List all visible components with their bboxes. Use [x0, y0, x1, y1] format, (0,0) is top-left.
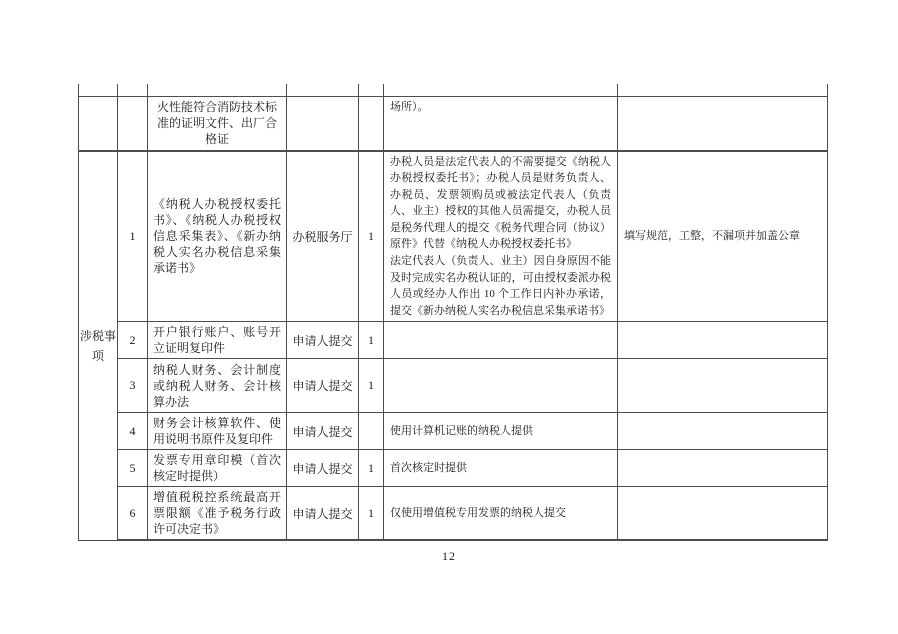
note-paragraph: 办税人员是法定代表人的不需要提交《纳税人办税授权委托书》；办税人员是财务负责人、办税员、发票领购员或被法定代表人（负责人、业主）授权的其他人员需提交，办税人员是税务代理人的提交《税务代理合同（协议）原件》代替《纳税人办税授权委托书》	[390, 155, 611, 251]
cell-place: 申请人提交	[287, 487, 359, 541]
cell-qty: 1	[359, 487, 384, 541]
cell-num: 5	[118, 450, 148, 487]
table-top-stub	[383, 84, 384, 96]
section-label: 涉税事项	[79, 151, 118, 541]
table-row	[79, 322, 828, 359]
table-top-stub	[78, 84, 79, 96]
cell-requirement	[618, 359, 828, 413]
cell-item: 《纳税人办税授权委托书》、《纳税人办税授权信息采集表》、《新办纳税人实名办税信息采集承诺书》	[148, 151, 287, 322]
table-row	[79, 151, 828, 322]
table-row	[79, 97, 828, 151]
cell-requirement	[618, 450, 828, 487]
cell-place: 申请人提交	[287, 359, 359, 413]
table-top-stub	[117, 84, 118, 96]
cell-qty: 1	[359, 151, 384, 322]
cell-place: 办税服务厅	[287, 151, 359, 322]
cell-note: 场所）。	[384, 97, 618, 151]
cell-item: 火性能符合消防技术标准的证明文件、出厂合格证	[148, 97, 287, 151]
cell-num: 3	[118, 359, 148, 413]
note-paragraph: 法定代表人（负责人、业主）因自身原因不能及时完成实名办税认证的，可由授权委派办税人员或经办人作出 10 个工作日内补办承诺，提交《新办纳税人实名办税信息采集承诺书》	[390, 255, 611, 317]
cell-note: 首次核定时提供	[384, 450, 618, 487]
cell-requirement: 填写规范，工整，不漏项并加盖公章	[618, 151, 828, 322]
table-top-stub	[358, 84, 359, 96]
cell-place-empty	[287, 97, 359, 151]
table-top-stub	[147, 84, 148, 96]
cell-requirement	[618, 413, 828, 450]
cell-place: 申请人提交	[287, 322, 359, 359]
cell-qty: 1	[359, 450, 384, 487]
cell-qty	[359, 413, 384, 450]
cell-item: 开户银行账户、账号开立证明复印件	[148, 322, 287, 359]
cell-num: 2	[118, 322, 148, 359]
table-row	[79, 359, 828, 413]
cell-qty: 1	[359, 359, 384, 413]
table-top-stub	[286, 84, 287, 96]
cell-place: 申请人提交	[287, 450, 359, 487]
table-row	[79, 413, 828, 450]
cell-requirement-empty	[618, 97, 828, 151]
cell-note: 仅使用增值税专用发票的纳税人提交	[384, 487, 618, 541]
tax-registration-materials-table	[78, 96, 828, 541]
cell-note	[384, 151, 618, 322]
cell-qty-empty	[359, 97, 384, 151]
cell-note: 使用计算机记账的纳税人提供	[384, 413, 618, 450]
cell-num: 1	[118, 151, 148, 322]
cell-requirement	[618, 322, 828, 359]
cell-note	[384, 322, 618, 359]
page-number: 12	[442, 549, 456, 563]
cell-section-empty	[79, 97, 118, 151]
cell-num: 4	[118, 413, 148, 450]
cell-num: 6	[118, 487, 148, 541]
cell-requirement	[618, 487, 828, 541]
cell-item: 纳税人财务、会计制度或纳税人财务、会计核算办法	[148, 359, 287, 413]
cell-item: 发票专用章印模（首次核定时提供）	[148, 450, 287, 487]
cell-item: 增值税税控系统最高开票限额《准予税务行政许可决定书》	[148, 487, 287, 541]
table-top-stub	[827, 84, 828, 96]
cell-num-empty	[118, 97, 148, 151]
cell-note	[384, 359, 618, 413]
table-row	[79, 450, 828, 487]
cell-place: 申请人提交	[287, 413, 359, 450]
table-row	[79, 487, 828, 541]
table-top-stub	[617, 84, 618, 96]
cell-qty: 1	[359, 322, 384, 359]
cell-item: 财务会计核算软件、使用说明书原件及复印件	[148, 413, 287, 450]
